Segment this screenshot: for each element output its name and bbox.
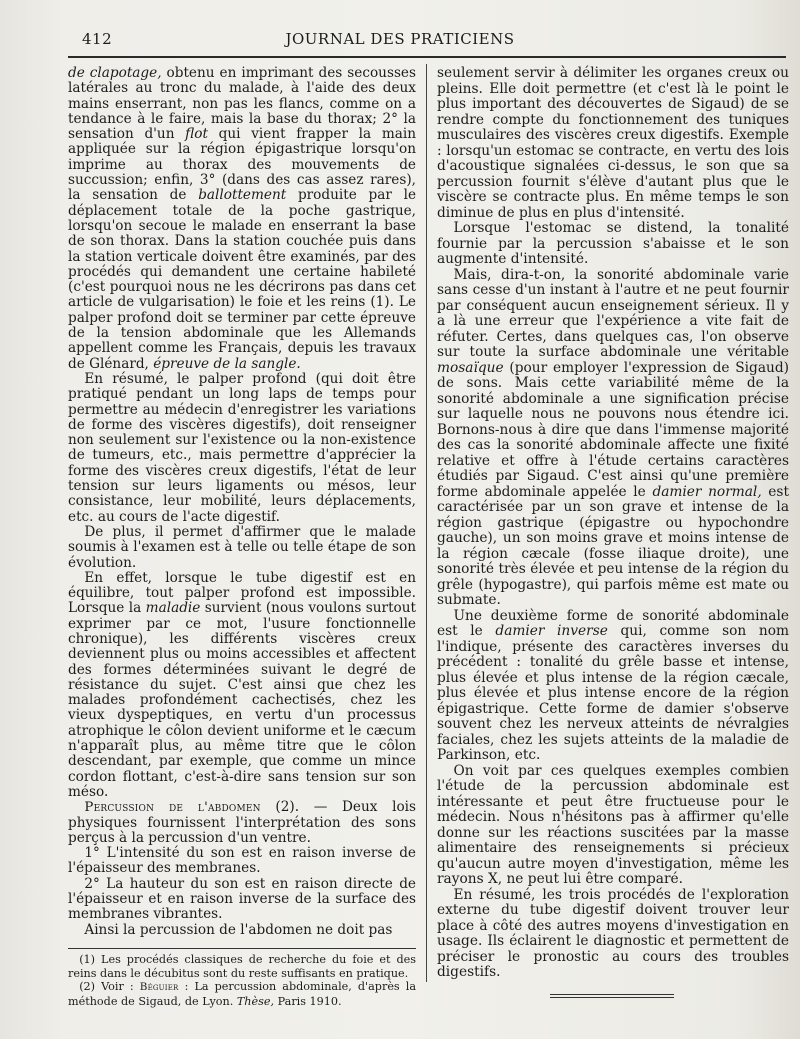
paragraph: On voit par ces quelques exemples combien l'étude de la percussion abdominale est intéressante et peut être fructueuse pour le médecin. Nous n'hésitons pas à affirmer qu'elle donne sur les réactions suscitées par la masse alimentaire des renseignements si précieux qu'aucun autre moyen d'investigation, même les rayons X, ne peut lui être comparé. [437,762,789,887]
paragraph: En effet, lorsque le tube digestif est en équilibre, tout palper profond est impossible. Lorsque la maladie survient (nous voulons surtout exprimer par ce mot, l'usure fonctionnelle chronique), les différents viscères creux deviennent plus ou moins accessibles et affectent des formes déterminées suivant le degré de résistance du sujet. C'est ainsi que chez les malades profondément cachectisés, chez les vieux dyspeptiques, en vertu d'un processus atrophique le côlon devient uniforme et le cæcum n'apparaît plus, au même titre que le côlon descendant, par exemple, que comme un mince cordon flottant, c'est-à-dire sans tension sur son méso. [68,569,416,800]
paragraph: Lorsque l'estomac se distend, la tonalité fournie par la percussion s'abaisse et le son augmente d'intensité. [437,220,789,267]
end-rule-bottom [550,997,674,998]
italic-term: maladie [145,600,201,617]
paragraph: En résumé, les trois procédés de l'exploration externe du tube digestif doivent trouver leur place à côté des autres moyens d'investigation en usage. Ils éclairent le diagnostic et permettent de préciser le pronostic au cours des troubles digestifs. [437,886,789,980]
italic-term: damier inverse [495,623,608,639]
header-rule [68,56,786,58]
footnote-author: Béguier [139,981,179,994]
italic-term: damier normal, [652,483,762,500]
paragraph: 2° La hauteur du son est en raison directe de l'épaisseur et en raison inverse de la surface des membranes vibrantes. [68,875,416,923]
italic-term: de clapotage, [68,65,162,81]
italic-term: flot [185,126,208,143]
footnote: (1) Les procédés classiques de recherche du foie et des reins dans le décubitus sont du reste suffisants en pratique. [68,953,416,980]
paragraph: de clapotage, obtenu en imprimant des secousses latérales au tronc du malade, à l'aide des deux mains enserrant, non pas les flancs, comme on a tendance à le faire, mais la base du thorax; 2° la sensation d'un flot qui vient frapper la main appliquée sur la région épigastrique lorsqu'on imprime au thorax des mouvements de succussion; enfin, 3° (dans des cas assez rares), la sensation de ballottement produite par le déplacement totale de la poche gastrique, lorsqu'on secoue le malade en enserrant la base de son thorax. Dans la station couchée puis dans la station verticale doivent être examinés, par des procédés qui demandent une certaine habileté (c'est pourquoi nous ne les décrirons pas dans cet article de vulgarisation) le foie et les reins (1). Le palper profond doit se terminer par cette épreuve de la tension abdominale que les Allemands appellent comme les Français, depuis les travaux de Glénard, épreuve de la sangle. [68,65,417,372]
paragraph: Percussion de l'abdomen (2). — Deux lois physiques fournissent l'interprétation des sons perçus à la percussion d'un ventre. [68,799,416,846]
footnotes [68,948,416,1008]
footnote: (2) Voir : Béguier : La percussion abdominale, d'après la méthode de Sigaud, de Lyon. Thèse, Paris 1910. [68,980,416,1008]
italic-term: Thèse, [236,994,275,1008]
column-divider [426,64,427,982]
running-head [0,28,800,52]
journal-title: JOURNAL DES PRATICIENS [285,30,515,48]
paragraph: Mais, dira-t-on, la sonorité abdominale varie sans cesse d'un instant à l'autre et ne peut fournir par conséquent aucun enseignement sérieux. Il y a là une erreur que l'expérience a vite fait de réfuter. Certes, dans quelques cas, l'on observe sur toute la surface abdominale une véritable mosaïque (pour employer l'expression de Sigaud) de sons. Mais cette variabilité même de la sonorité abdominale a une signification précise sur laquelle nous ne pouvons nous étendre ici. Bornons-nous à dire que dans l'immense majorité des cas la sonorité abdominale affecte une fixité relative et offre à l'étude certains caractères étudiés par Sigaud. C'est ainsi qu'une première forme abdominale appelée le damier normal, est caractérisée par un son grave et intense de la région gastrique (épigastre ou hypochondre gauche), un son moins grave et moins intense de la région cæcale (fosse iliaque droite), une sonorité très élevée et peu intense de la région du grêle (hypogastre), qui parfois même est mate ou submate. [437,266,789,608]
italic-term: épreuve de la sangle. [153,355,301,372]
end-rule-top [550,994,674,995]
page-number: 412 [82,30,113,48]
right-column [437,66,789,981]
section-heading: Percussion de l'abdomen [84,800,261,816]
paragraph: En résumé, le palper profond (qui doit être pratiqué pendant un long laps de temps pour permettre au médecin d'enregistrer les variations de forme des viscères digestifs), doit renseigner non seulement sur l'existence ou la non-existence de tumeurs, etc., mais permettre d'apprécier la forme des viscères creux digestifs, l'état de leur tension sur leurs ligaments ou mésos, leur consistance, leur mobilité, leurs déplacements, etc. au cours de l'acte digestif. [68,370,416,525]
italic-term: mosaïque [437,359,504,376]
italic-term: ballottement [198,187,287,204]
left-column [68,66,416,938]
paragraph: 1° L'intensité du son est en raison inverse de l'épaisseur des membranes. [68,845,416,877]
paragraph: Ainsi la percussion de l'abdomen ne doit pas [84,921,393,938]
paragraph: seulement servir à délimiter les organes creux ou pleins. Elle doit permettre (et c'est là le point le plus important des découvertes de Sigaud) de se rendre compte du fonctionnement des tuniques musculaires des viscères creux digestifs. Exemple : lorsqu'un estomac se contracte, en vertu des lois d'acoustique signalées ci-dessus, le son que sa percussion fournit s'élève d'autant plus que le viscère se contracte plus. En même temps le son diminue de plus en plus d'intensité. [437,65,789,221]
paragraph: Une deuxième forme de sonorité abdominale est le damier inverse qui, comme son nom l'indique, présente des caractères inverses du précédent : tonalité du grêle basse et intense, plus élevée et plus intense de la région cæcale, plus élevée et plus intense encore de la région épigastrique. Cette forme de damier s'observe souvent chez les nerveux atteints de névralgies faciales, chez les sujets atteints de la maladie de Parkinson, etc. [437,607,789,763]
paragraph: De plus, il permet d'affirmer que le malade soumis à l'examen est à telle ou telle étape de son évolution. [68,523,416,571]
